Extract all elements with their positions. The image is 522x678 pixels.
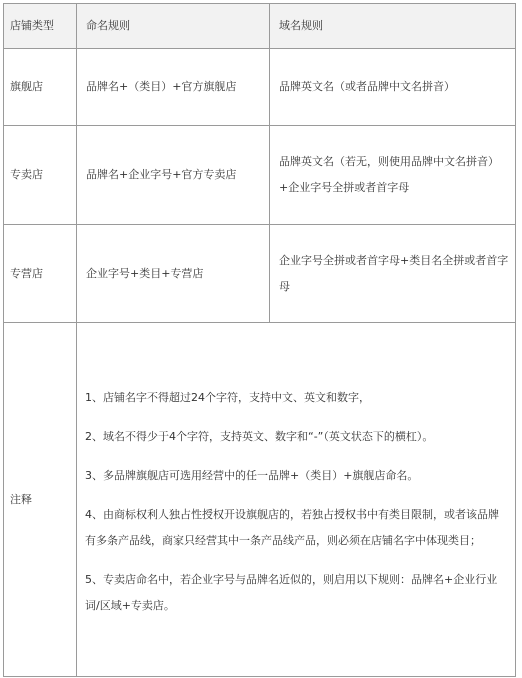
note-item: 5、专卖店命名中，若企业字号与品牌名近似的，则启用以下规则：品牌名+企业行业词/区域+专卖店。: [85, 572, 498, 612]
store-naming-rules-table: [3, 3, 516, 677]
naming-rule-cell: 品牌名+企业字号+官方专卖店: [77, 126, 270, 225]
table-row: [4, 49, 516, 126]
note-item: 2、域名不得少于4个字符，支持英文、数字和“-”（英文状态下的横杠）。: [85, 429, 434, 443]
store-type-cell: 专卖店: [4, 126, 77, 225]
header-domain-rule: 域名规则: [270, 4, 516, 49]
naming-rule-cell: 企业字号+类目+专营店: [77, 225, 270, 323]
domain-rule-cell: 企业字号全拼或者首字母+类目名全拼或者首字母: [270, 225, 516, 323]
table-row: [4, 126, 516, 225]
notes-row: [4, 323, 516, 677]
notes-label-cell: 注释: [4, 323, 77, 677]
note-item: 3、多品牌旗舰店可选用经营中的任一品牌+（类目）+旗舰店命名。: [85, 468, 419, 482]
notes-content-cell: [77, 323, 516, 677]
naming-rule-cell: 品牌名+（类目）+官方旗舰店: [77, 49, 270, 126]
table-header-row: [4, 4, 516, 49]
header-store-type: 店铺类型: [4, 4, 77, 49]
store-type-cell: 旗舰店: [4, 49, 77, 126]
store-type-cell: 专营店: [4, 225, 77, 323]
table-row: [4, 225, 516, 323]
domain-rule-cell: 品牌英文名（若无，则使用品牌中文名拼音）+企业字号全拼或者首字母: [270, 126, 516, 225]
domain-rule-cell: 品牌英文名（或者品牌中文名拼音）: [270, 49, 516, 126]
note-item: 4、由商标权利人独占性授权开设旗舰店的，若独占授权书中有类目限制，或者该品牌有多条产品线，商家只经营其中一条产品线产品，则必须在店铺名字中体现类目；: [85, 507, 499, 547]
header-naming-rule: 命名规则: [77, 4, 270, 49]
note-item: 1、店铺名字不得超过24个字符，支持中文、英文和数字，: [85, 390, 370, 404]
